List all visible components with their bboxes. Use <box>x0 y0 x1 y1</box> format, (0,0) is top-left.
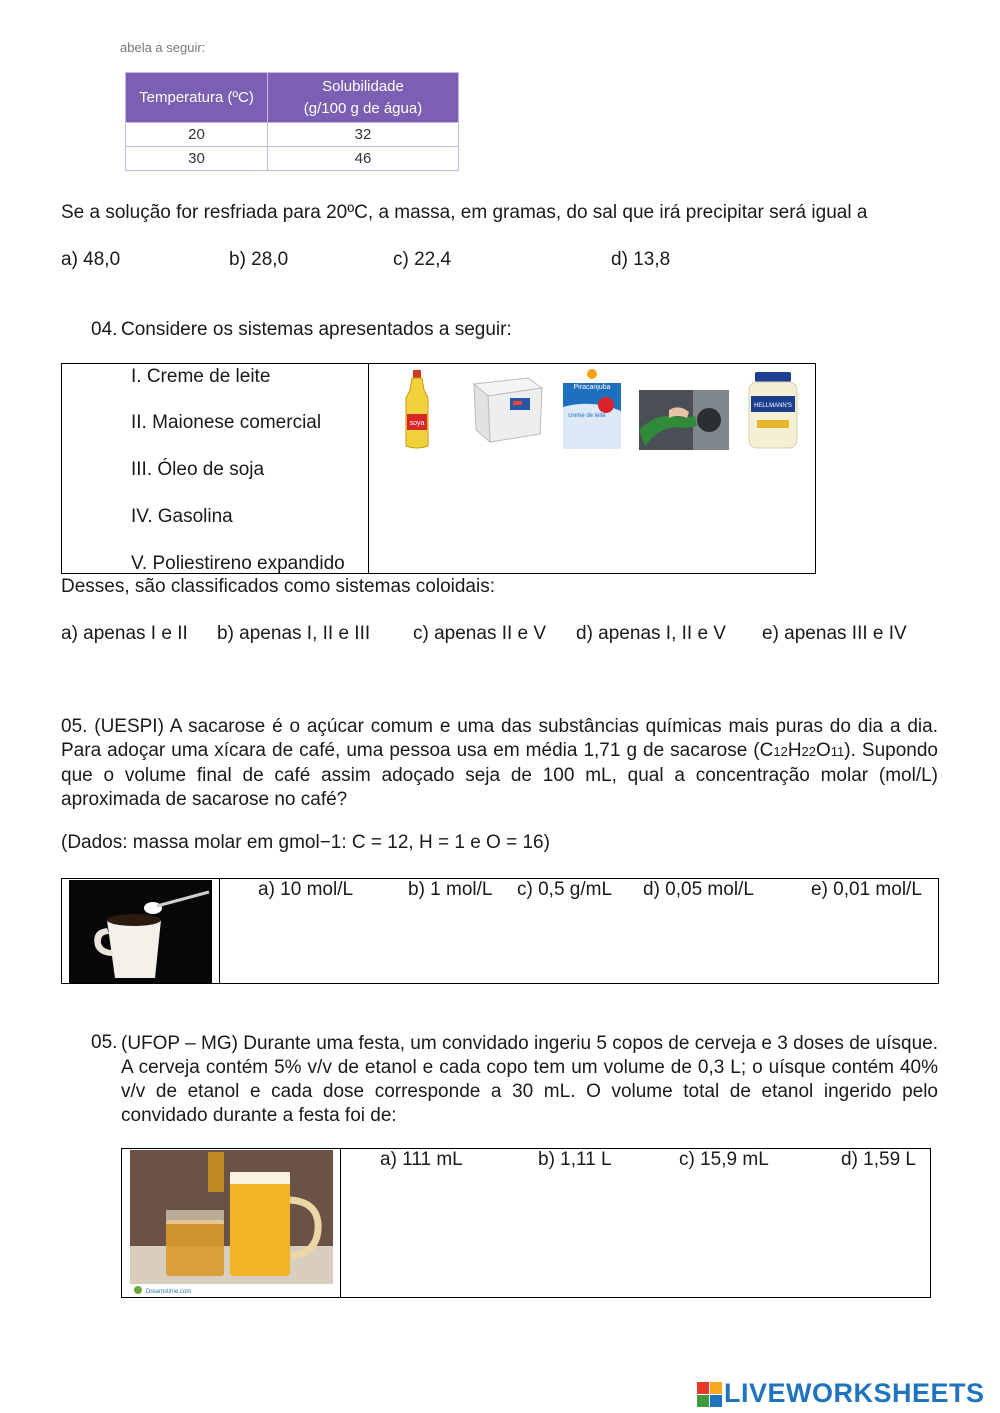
cut-off-text: abela a seguir: <box>120 40 206 55</box>
q3-option-c[interactable]: c) 22,4 <box>393 249 452 270</box>
mayo-brand: HELLMANN'S <box>754 403 792 409</box>
table-cell: 20 <box>126 123 268 147</box>
q6-option-b[interactable]: b) 1,11 L <box>538 1149 612 1170</box>
soy-oil-image <box>400 370 434 450</box>
q6-option-a[interactable]: a) 111 mL <box>380 1149 463 1170</box>
system-item: IV. Gasolina <box>131 506 233 527</box>
image-credit: Dreamstime.com <box>146 1289 192 1295</box>
q5-option-c[interactable]: c) 0,5 g/mL <box>517 879 613 900</box>
q5-option-b[interactable]: b) 1 mol/L <box>408 879 493 900</box>
q4-option-c[interactable]: c) apenas II e V <box>413 623 547 644</box>
system-item: I. Creme de leite <box>131 366 271 387</box>
cream-brand: Piracanjuba <box>573 384 611 391</box>
q5-text: 05. (UESPI) A sacarose é o açúcar comum e uma das substâncias químicas mais puras do dia a dia. Para adoçar uma xícara de café, uma pessoa usa em média 1,71 g de sacarose (C12H22O11). Supondo que o volume final de café assim adoçado seja de 100 mL, qual a concentração molar (mol/L) aproximada de sacarose no café? <box>61 716 938 810</box>
liveworksheets-logo <box>697 1379 997 1411</box>
q5-answer-box <box>61 878 939 984</box>
q5-data: (Dados: massa molar em gmol−1: C = 12, H = 1 e O = 16) <box>61 832 550 853</box>
logo-badge <box>697 1382 723 1408</box>
q4-option-d[interactable]: d) apenas I, II e V <box>576 623 726 644</box>
styrofoam-box-image <box>470 374 544 444</box>
system-item: III. Óleo de soja <box>131 459 265 480</box>
col-solubility-header: Solubilidade (g/100 g de água) <box>268 73 459 123</box>
q5-option-a[interactable]: a) 10 mol/L <box>258 879 354 900</box>
q5-option-e[interactable]: e) 0,01 mol/L <box>811 879 922 900</box>
col-temperature-header: Temperatura (ºC) <box>126 73 268 123</box>
q6-option-d[interactable]: d) 1,59 L <box>841 1149 916 1170</box>
q3-option-a[interactable]: a) 48,0 <box>61 249 121 270</box>
q4-title: Considere os sistemas apresentados a seguir: <box>121 319 512 340</box>
table-cell: 30 <box>126 147 268 171</box>
table-cell: 32 <box>268 123 459 147</box>
logo-text: LIVEWORKSHEETS <box>724 1378 985 1408</box>
q4-option-e[interactable]: e) apenas III e IV <box>762 623 907 644</box>
solubility-table <box>125 72 459 171</box>
q6-option-c[interactable]: c) 15,9 mL <box>679 1149 769 1170</box>
q4-question: Desses, são classificados como sistemas coloidais: <box>61 576 496 597</box>
soy-oil-label: soya <box>409 420 425 427</box>
table-cell: 46 <box>268 147 459 171</box>
cream-carton-image <box>562 367 622 449</box>
q5-option-d[interactable]: d) 0,05 mol/L <box>643 879 754 900</box>
system-item: II. Maionese comercial <box>131 412 322 433</box>
beer-whisky-image <box>130 1150 333 1296</box>
box-divider <box>368 364 369 573</box>
q4-number: 04. <box>91 319 118 340</box>
q4-option-b[interactable]: b) apenas I, II e III <box>217 623 371 644</box>
gasoline-pump-image <box>639 390 729 450</box>
coffee-cup-image <box>69 880 212 983</box>
cream-label: creme de leite <box>568 413 606 419</box>
mayonnaise-jar-image <box>745 372 801 450</box>
q4-systems-box <box>61 363 816 574</box>
q3-option-b[interactable]: b) 28,0 <box>229 249 289 270</box>
system-item: V. Poliestireno expandido <box>131 553 345 574</box>
q3-text: Se a solução for resfriada para 20ºC, a massa, em gramas, do sal que irá precipitar será igual a <box>61 202 868 223</box>
q3-option-d[interactable]: d) 13,8 <box>611 249 671 270</box>
q6-answer-box <box>121 1148 931 1298</box>
q4-option-a[interactable]: a) apenas I e II <box>61 623 188 644</box>
box-divider <box>219 879 220 983</box>
q6-number: 05. <box>91 1032 118 1053</box>
box-divider <box>340 1149 341 1297</box>
q6-text: (UFOP – MG) Durante uma festa, um convidado ingeriu 5 copos de cerveja e 3 doses de uísque. A cerveja contém 5% v/v de etanol e cada copo tem um volume de 0,3 L; o uísque contém 40% v/v de etanol e cada dose corresponde a 30 mL. O volume total de etanol ingerido pelo convidado durante a festa foi de: <box>121 1033 938 1126</box>
